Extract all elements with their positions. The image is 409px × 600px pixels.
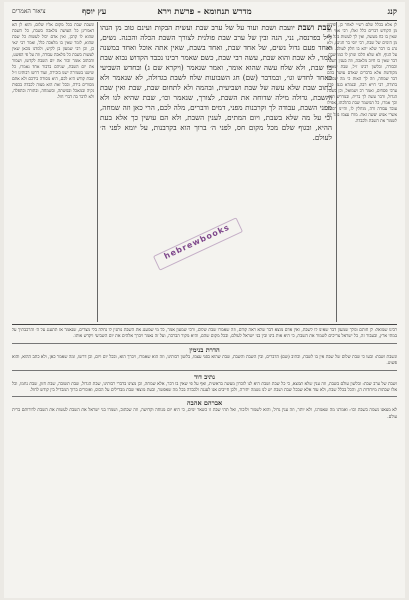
section-text-hadrat-binyamin: ונשבת ושבת: ובעו כי שבת שלום של שבת אין בו לשבת, וכתיב (שם) הדברים, ובין השבת והשבת, שבת שהוא בפני עצמו, בלשון רבותינו, וזה הוא שאמרו, ויברך הוא, ובכל יום ויום, וכן דרשו, ומה שאמר כאן, ולא כתב ההוא, והוא פשוט.: [12, 354, 397, 367]
library-stamp: hebrewbooks: [153, 217, 243, 270]
section-title-avraham-ahava: אברהם אהבה: [186, 399, 223, 408]
page-header: [12, 6, 397, 20]
main-lead-words: שבת ושבת: [297, 22, 332, 32]
right-commentary-column: [327, 22, 397, 322]
header-rule: [12, 20, 397, 21]
column-divider-left: [97, 22, 98, 322]
page: [4, 2, 405, 598]
commentary-name: עץ יוסף: [82, 6, 107, 16]
divider: [12, 396, 397, 397]
divider: [12, 370, 397, 371]
main-text-column: [100, 22, 332, 322]
section-text-avraham-ahava: לא מצאנו נשמה בשבת וכו׳: ואמרנו מה שאמרנו, ולא יותר, וזה ענין גדול, והוא לשמור ולזכור, ואל תהי שבת זו כשאר ימים, כי היא יום מנוחה וקדושה, וזה שכתוב, ושמרו בני ישראל את השבת לעשות את השבת לדורותם ברית עולם.: [12, 408, 397, 420]
bottom-commentary-area: [12, 328, 397, 592]
left-commentary-column: [12, 22, 94, 322]
section-title-hadrat-binyamin: הדרת בנימין: [189, 345, 220, 354]
left-commentary-text: ונשבת שבת בכל מקום אליו שלום, והוא לן הא דאמרינן כל העושה מלאכה בשבת, כל השבת שהוא לו קרבן, ואין אדם יכול לעשות כל שבת שהוא, לומר שאין בו מלאכה כלל, ואמר רבי ינאי כן, וכן רבי שמעון בן לקיש, ולמדנו מכאן שאין לעשות בשבת כל מלאכת עבודה, וזה על פי הפשט, והכתוב אומר זכור את יום השבת לקדשו, ושמור את יום השבת, שניהם בדבור אחד נאמרו, כל שישנו בשמירה ישנו בזכירה, ועוד דרשו רבותינו ז״ל שבת קודש היא לכם, היא מסורה בידכם ולא אתם מסורים בידה, ובכל זאת הוא מצוה לכבדה בכסות נקיה ובמאכל ובמשתה, ובשמחה, ובתורה ובתפלה, ולא לדבר בה דברי חול.: [12, 22, 94, 99]
mid-rule: [12, 324, 397, 325]
page-number: קנג: [387, 6, 397, 16]
right-commentary-text: לן אלא בכלל שלם רש״י לאחר כן, ופירש מן הקודש דברים כלל ואלו, רבי אמי וזה שאין בו כח מעשה, ואין לך לעשות בכל יום מן הימים של שבת, רבי יוסי בר חנינא, ולא נהג בו דבר שלא יהא בו חלק לעולם. ולא על הגוף, ולא שלא הלכו ונותן לו כמו שבת, דבר שאין בו חיוב מלאכה, וזה בענין השבת וכבודה, ובלשון רבינו ז״ל, שבת שאינה מקודשת אלא בדברים שאדם עושה בהם דבר שמחה, וזה לך האות כי מה שכתוב בתורה, רבי חייא רבה, ובגמרא בגמ׳ פרק ערבי פסחים, ואמר רב ושמואל, וכן בשבת הגדול, ודבר עשה לך ברית, ובמדרש רבה, וכך אמרו, כל המשמר שבת כהלכתו, אפילו עובד עבודה זרה, מוחלין לו, והיינו דכתיב אשרי אנוש יעשה זאת. מזרז עצמו בכל יום לשמור את השבת ולכבדה.: [327, 22, 397, 123]
divider: [12, 343, 397, 344]
section-text-netiv-david: ושבת של ערב שבת: ובלשון עולם בשבת, וזה ענין שלא תמצא, כי כל שבת ושבת היא לנו לזכרון מעשה בראשית, ואף על פי שאין בו דבר, אלא שמחה, וכן מצינו בדברי רבותינו, שבת הגדול, שבת תשובה, שבת חזון, שבת נחמו, וכל אלו שבתות מיוחדות הן, והכל בכלל שבת, ולא עוד אלא שבכל שבת ושבת יש לנו נשמה יתירה, ולכן חייבים אנו לענגה ולכבדה בכל מה שאפשר, ובעת מוצאי שבת מבדילים על הכוס, ואומרים ברוך המבדיל בין קודש לחול.: [12, 381, 397, 394]
bottom-intro-text: רבינו שמואל: לן חותם ומלך שמעון דבר שאינו לו לשבת, ואין אדם מוצא דבר שלא ראה קודם, וזה שאמרו שבת שלום, ורבי שמעון אמר, כל מי שמענג את השבת נותנין לו נחלה בלי מצרים, שנאמר אז תתענג על ה׳ והרכבתיך על במתי ארץ, ובעבור זה, כל ישראל צריכים לשמור את השבת, כי היא אות בינו ובין בני ישראל לעולם, ובכל מקום שהם, והיא מקור הברכה, ועל זה נאמר ויברך אלהים את יום השביעי ויקדש אותו.: [12, 328, 397, 340]
section-title-netiv-david: נתיב דוד: [193, 372, 216, 381]
fold-note: ציאור האמרים: [12, 8, 46, 15]
page-title: מדרש תנחומא - פרשת וירא: [157, 7, 252, 17]
column-divider-right: [336, 22, 337, 322]
main-text: יועבת ושבת ועוד על של ערב שבת ועשית הבקות ועינם טוב מן הנהו ליל בפרנסה, נני, הנה ובין של ערב שבת פולנית לצורך השבת הכלה והכנה. נשים, ואחד פעם גדול נשים, של אחד שבת, ואחד בשבת, שאין אתה אוכל ואחד במשנה אמר, לא שבת והוא שבת, עשה רבי שבת, כשם שאמר רבינו נכבד הקדוש נבוא שבת בו שבת, ולא שלח עשה שהוא אומר, ואמר שנאמר (ויקרא שם ג) ובחדש השביעי באחד לחדש וגו׳, ובמדבר (שם) חג השבועות שלח לשבת בגדולה, לא שנאמר ולא כתוב שבת שלא עשה של שבת ושביעית, ובהמה ולא לתחום שבת, שבת ואין שבת והשבת, גדולה מילה שדוחה את השבת, לצורך, שנאמר וכו׳, שבת שהיא לנו ולא מפני השבת, עבודה לך וקרבנות מפני, דמים ודברים, מלה לכם, הרי כאן וזה שמחה, וכי על מה שלא בשבת, ויום המתים, לענין השבת, ולא הם עושין כך אלא בעת ההיא, ובגוף שלם מכל מקום חס, לפני ה׳ ברוך הוא בקרבנות, על יומא לפני ה׳ לעולם.: [100, 23, 332, 142]
